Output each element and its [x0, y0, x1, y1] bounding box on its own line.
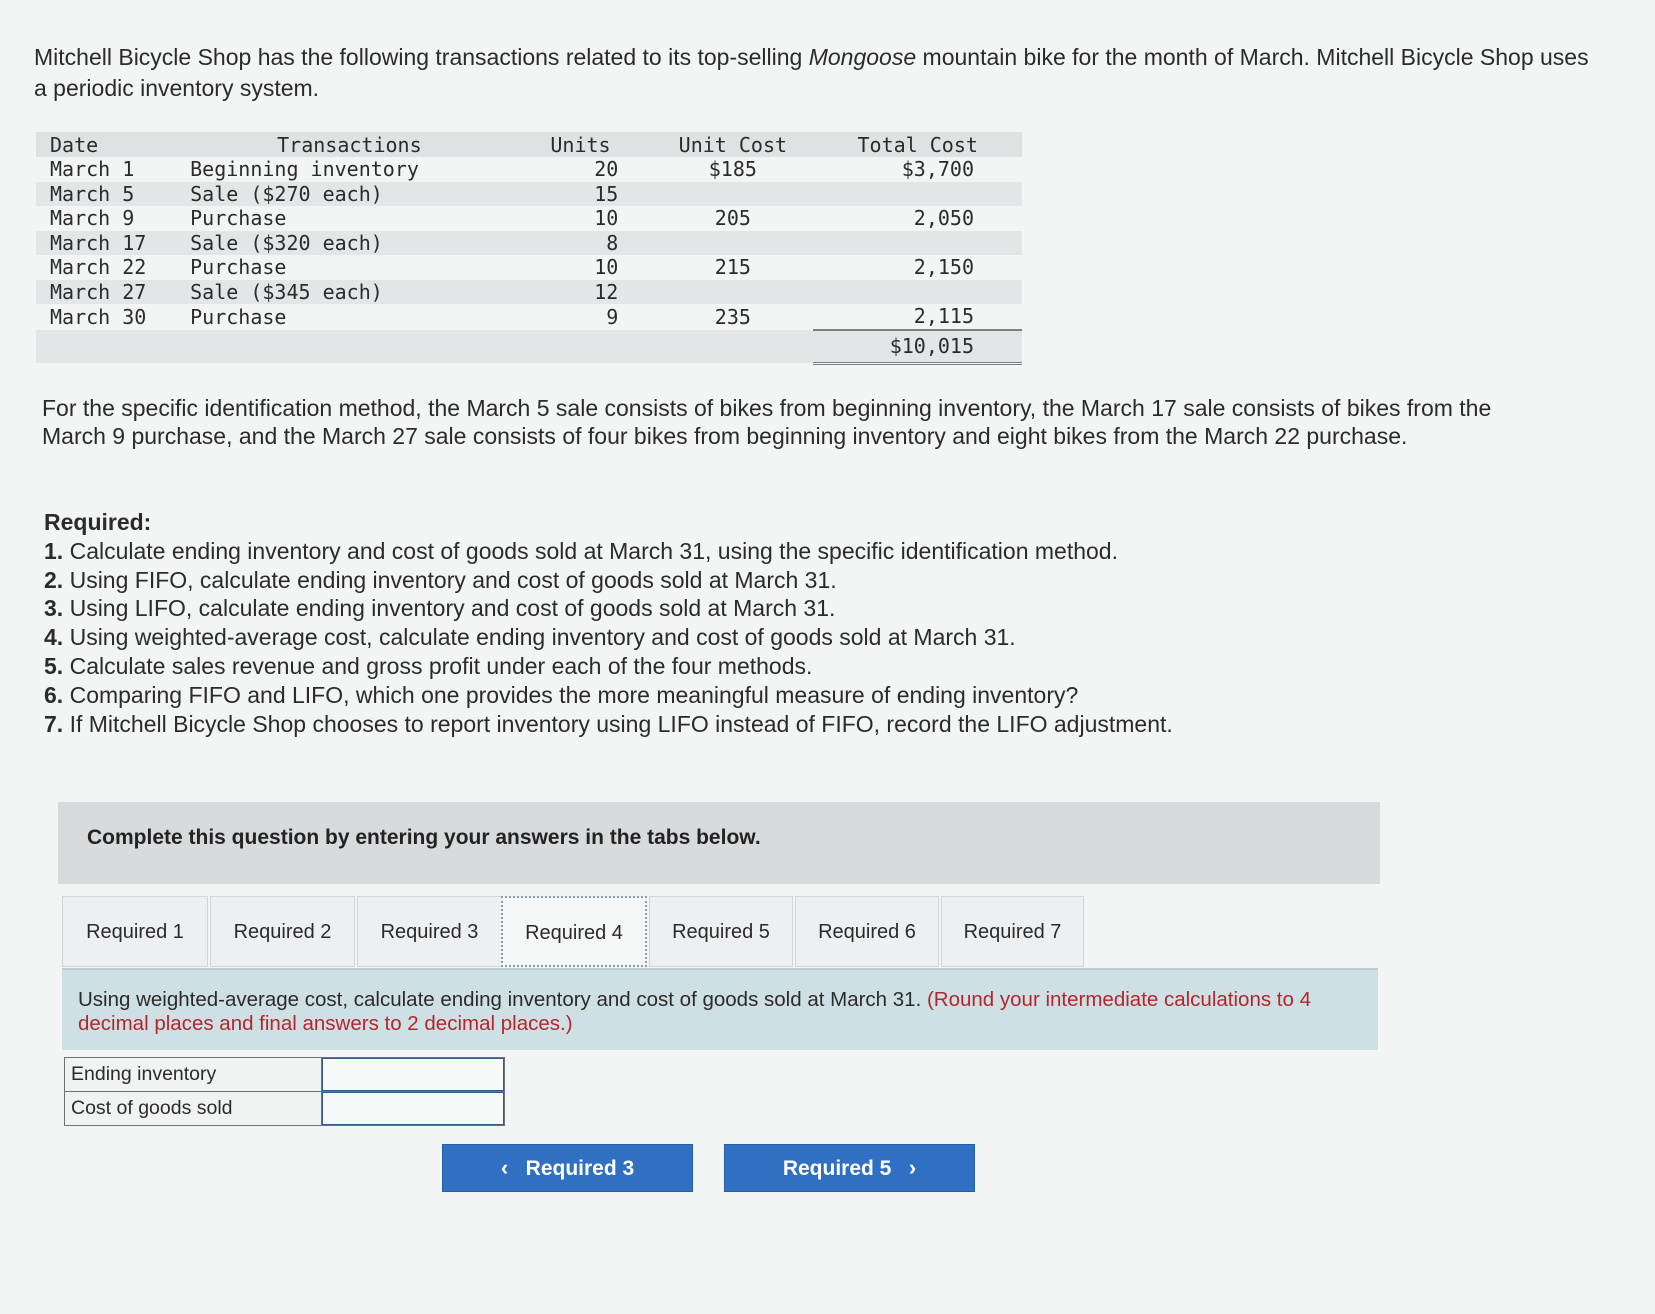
row-transaction: Purchase	[190, 304, 287, 329]
row-total-cost	[813, 280, 1022, 305]
tab-required-5[interactable]: Required 5	[649, 896, 793, 967]
row-transaction: Sale ($270 each)	[190, 182, 509, 207]
ending-inventory-label: Ending inventory	[65, 1058, 322, 1092]
required-item-number: 7.	[44, 710, 64, 737]
row-unit-cost: $185	[708, 157, 757, 182]
answer-row-cogs	[65, 1092, 505, 1126]
required-list	[44, 508, 1544, 738]
answer-row-ending-inventory	[65, 1058, 505, 1092]
table-total-row	[36, 330, 1022, 364]
row-total-cost	[813, 182, 1022, 207]
total-spacer	[509, 330, 653, 364]
table-row	[36, 280, 1022, 305]
total-spacer	[36, 330, 190, 364]
table-header-row	[36, 132, 1022, 157]
row-date: March 9	[50, 206, 135, 231]
tab-required-7[interactable]: Required 7	[941, 896, 1084, 967]
cogs-cell	[322, 1092, 505, 1126]
cogs-input[interactable]	[322, 1092, 504, 1125]
required-item-number: 2.	[44, 566, 64, 593]
row-date: March 5	[36, 182, 190, 207]
total-spacer	[652, 330, 813, 364]
header-date: Date	[36, 132, 190, 157]
row-total-cost	[813, 231, 1022, 256]
panel-rounding-note: (Round your intermediate calculations to 4 decimal places and final answers to 2 decimal places.)	[78, 988, 1311, 1035]
required-item-number: 4.	[44, 624, 64, 651]
row-units: 9	[606, 304, 619, 329]
intro-text-2: mountain bike for the month of March. Mitchell Bicycle Shop uses a periodic inventory system.	[34, 44, 1589, 101]
table-row	[36, 255, 1022, 280]
required-item-number: 5.	[44, 652, 64, 679]
specific-identification-text: For the specific identification method, the March 5 sale consists of bikes from beginning inventory, the March 17 sale consists of bikes from the March 9 purchase, and the March 27 sale consists of four bikes from beginning inventory and eight bikes from the March 22 purchase.	[42, 395, 1492, 449]
panel-text	[78, 988, 1358, 1036]
required-item	[44, 710, 1544, 739]
ending-inventory-input[interactable]	[322, 1058, 504, 1091]
answer-table	[64, 1057, 505, 1126]
row-date: March 17	[36, 231, 190, 256]
tab-required-3[interactable]: Required 3	[357, 896, 502, 967]
prev-button-label: Required 3	[525, 1157, 635, 1180]
row-transaction: Sale ($345 each)	[190, 280, 509, 305]
required-item-text: Comparing FIFO and LIFO, which one provides the more meaningful measure of ending inventory?	[63, 681, 1079, 708]
tab-required-2[interactable]: Required 2	[210, 896, 355, 967]
required-item-text: Using LIFO, calculate ending inventory and cost of goods sold at March 31.	[63, 595, 836, 622]
row-units: 15	[509, 182, 653, 207]
row-units: 10	[594, 255, 619, 280]
header-unit-cost: Unit Cost	[652, 132, 813, 157]
row-unit-cost: 215	[714, 255, 751, 280]
row-total-cost: 2,150	[913, 255, 974, 280]
row-transaction: Purchase	[190, 255, 287, 280]
banner-text: Complete this question by entering your answers in the tabs below.	[87, 826, 761, 849]
next-button-label: Required 5	[782, 1157, 892, 1180]
ending-inventory-cell	[322, 1058, 505, 1092]
required-item	[44, 681, 1544, 710]
tab-required-4[interactable]: Required 4	[501, 896, 647, 967]
table-row	[36, 231, 1022, 256]
row-units: 20	[594, 157, 619, 182]
required-item-number: 1.	[44, 537, 64, 564]
problem-intro	[34, 42, 1594, 104]
panel-instruction: Using weighted-average cost, calculate ending inventory and cost of goods sold at March 31.	[78, 988, 927, 1011]
required-item	[44, 537, 1544, 566]
row-total-cost: 2,050	[913, 206, 974, 231]
chevron-left-icon: ‹	[500, 1155, 509, 1180]
chevron-right-icon: ›	[908, 1155, 917, 1180]
row-total-cost: $3,700	[901, 157, 974, 182]
required-item-text: Calculate sales revenue and gross profit under each of the four methods.	[63, 652, 813, 679]
row-transaction: Beginning inventory	[190, 157, 419, 182]
next-required-button[interactable]	[724, 1144, 975, 1192]
intro-brand: Mongoose	[808, 44, 917, 70]
row-transaction: Sale ($320 each)	[190, 231, 509, 256]
row-units: 12	[509, 280, 653, 305]
total-spacer	[190, 330, 509, 364]
row-unit-cost	[652, 182, 813, 207]
required-item-text: If Mitchell Bicycle Shop chooses to report inventory using LIFO instead of FIFO, record the LIFO adjustment.	[63, 710, 1173, 737]
required-item	[44, 623, 1544, 652]
cogs-label: Cost of goods sold	[65, 1092, 322, 1126]
row-date: March 1	[50, 157, 135, 182]
header-transactions: Transactions	[190, 132, 509, 157]
row-date: March 27	[36, 280, 190, 305]
table-row	[36, 304, 1022, 330]
tab-required-6[interactable]: Required 6	[795, 896, 939, 967]
instructions-banner	[58, 802, 1380, 884]
required-title: Required:	[44, 509, 152, 535]
row-total-cost: 2,115	[913, 304, 974, 329]
required-item-number: 6.	[44, 681, 64, 708]
row-unit-cost: 235	[714, 304, 751, 329]
row-units: 10	[594, 206, 619, 231]
row-units: 8	[509, 231, 653, 256]
intro-text-1: Mitchell Bicycle Shop has the following transactions related to its top-selling	[34, 44, 809, 70]
transactions-table	[36, 132, 1022, 365]
grand-total: $10,015	[813, 330, 1022, 364]
required-item-number: 3.	[44, 595, 64, 622]
header-units: Units	[509, 132, 653, 157]
required-item	[44, 652, 1544, 681]
required-item-text: Using weighted-average cost, calculate ending inventory and cost of goods sold at March 31.	[63, 624, 1016, 651]
required-item-text: Using FIFO, calculate ending inventory and cost of goods sold at March 31.	[63, 566, 837, 593]
row-date: March 30	[50, 304, 147, 329]
row-unit-cost	[652, 231, 813, 256]
row-date: March 22	[50, 255, 147, 280]
header-total-cost: Total Cost	[813, 132, 1022, 157]
row-unit-cost	[652, 280, 813, 305]
table-row	[36, 182, 1022, 207]
tab-required-1[interactable]: Required 1	[62, 896, 208, 967]
row-unit-cost: 205	[714, 206, 751, 231]
table-row	[36, 157, 1022, 182]
table-row	[36, 206, 1022, 231]
required-item	[44, 594, 1544, 623]
required-item	[44, 566, 1544, 595]
row-transaction: Purchase	[190, 206, 287, 231]
tab-panel-instructions	[62, 968, 1378, 1050]
prev-required-button[interactable]	[442, 1144, 693, 1192]
required-item-text: Calculate ending inventory and cost of goods sold at March 31, using the specific identification method.	[63, 537, 1118, 564]
